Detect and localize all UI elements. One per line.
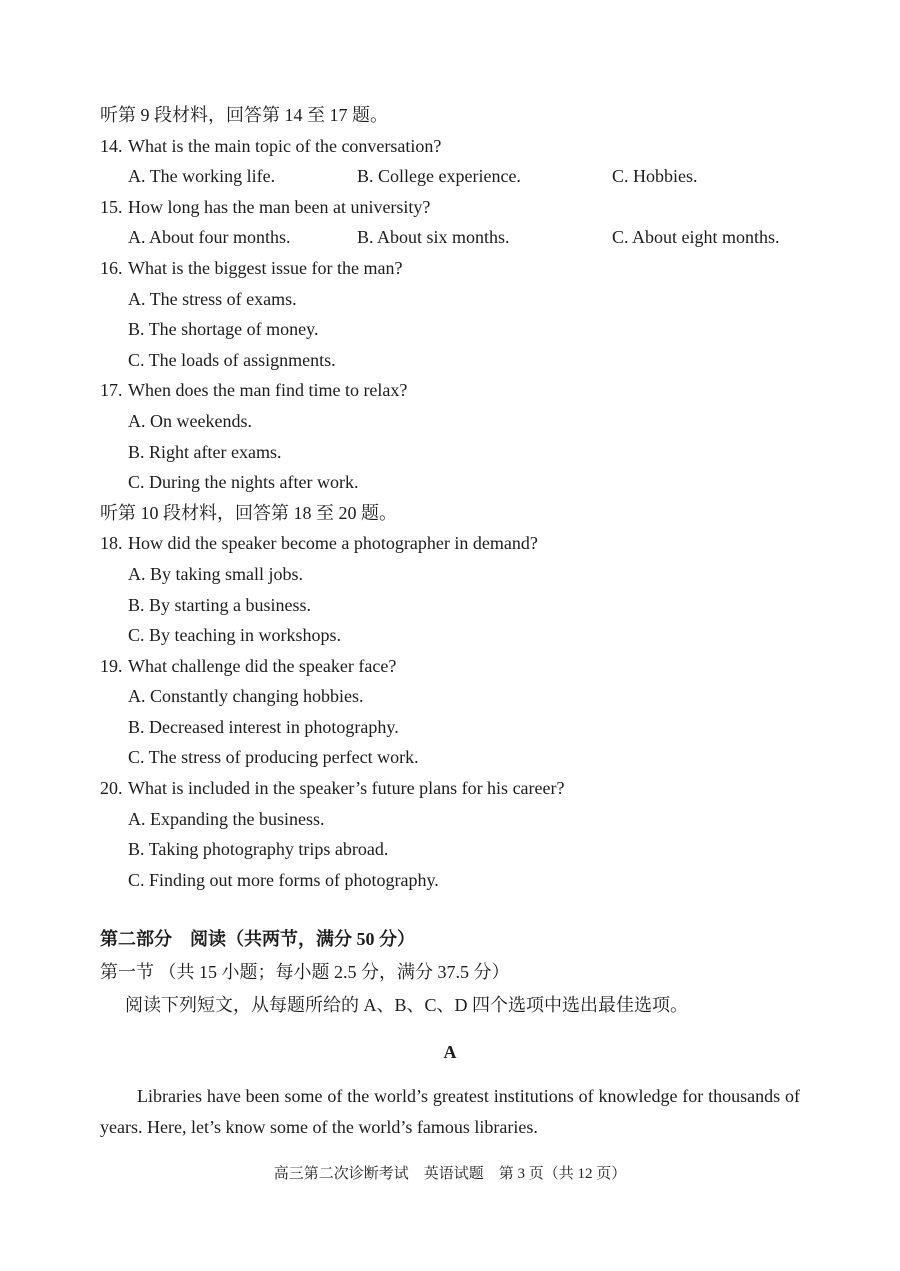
passage-a-label: A [443, 1042, 457, 1063]
question-14-options [100, 161, 800, 192]
question-20 [100, 773, 800, 804]
option-a: A. By taking small jobs. [128, 563, 303, 584]
question-17 [100, 375, 800, 406]
option-c: C. Hobbies. [612, 166, 698, 187]
part-2-heading: 第二部分 阅读（共两节，满分 50 分） [100, 929, 415, 950]
question-15 [100, 192, 800, 223]
option-b: B. College experience. [357, 166, 521, 187]
reading-instruction: 阅读下列短文，从每题所给的 A、B、C、D 四个选项中选出最佳选项。 [125, 995, 689, 1016]
question-text: How long has the man been at university? [128, 196, 431, 217]
option-b: B. Decreased interest in photography. [128, 716, 399, 737]
option-c: C. Finding out more forms of photography. [128, 869, 439, 890]
question-number: 17. [100, 380, 123, 401]
question-16 [100, 253, 800, 284]
question-text: How did the speaker become a photographer in demand? [128, 533, 538, 554]
section-1-heading: 第一节 （共 15 小题；每小题 2.5 分，满分 37.5 分） [100, 962, 510, 983]
question-number: 18. [100, 533, 123, 554]
listening-material-9-header: 听第 9 段材料，回答第 14 至 17 题。 [100, 105, 388, 125]
question-number: 16. [100, 257, 123, 278]
question-14 [100, 131, 800, 162]
question-text: What is the main topic of the conversation? [128, 135, 442, 156]
option-a: A. Constantly changing hobbies. [128, 686, 364, 707]
option-c: C. By teaching in workshops. [128, 625, 341, 646]
question-text: What is included in the speaker’s future plans for his career? [128, 778, 565, 799]
option-a: A. About four months. [128, 227, 291, 248]
question-number: 19. [100, 655, 123, 676]
option-c: C. The loads of assignments. [128, 349, 336, 370]
page-footer: 高三第二次诊断考试 英语试题 第 3 页（共 12 页） [273, 1166, 627, 1183]
option-c: C. The stress of producing perfect work. [128, 747, 419, 768]
question-18 [100, 528, 800, 559]
question-number: 14. [100, 135, 123, 156]
option-a: A. The working life. [128, 166, 276, 187]
question-text: What challenge did the speaker face? [128, 655, 397, 676]
listening-material-10-header: 听第 10 段材料，回答第 18 至 20 题。 [100, 502, 397, 523]
option-a: A. The stress of exams. [128, 288, 297, 309]
option-b: B. Right after exams. [128, 441, 282, 462]
option-b: B. About six months. [357, 227, 510, 248]
question-text: When does the man find time to relax? [128, 380, 408, 401]
question-number: 20. [100, 778, 123, 799]
reading-section [100, 923, 800, 1022]
passage-a-text: Libraries have been some of the world’s greatest institutions of knowledge for thousands of years. Here, let’s know some of the world’s famous libraries. [100, 1086, 800, 1137]
option-b: B. The shortage of money. [128, 319, 319, 340]
question-19 [100, 651, 800, 682]
question-number: 15. [100, 196, 123, 217]
option-b: B. Taking photography trips abroad. [128, 839, 389, 860]
question-15-options [100, 222, 800, 253]
option-a: A. On weekends. [128, 410, 252, 431]
option-c: C. About eight months. [612, 227, 780, 248]
question-text: What is the biggest issue for the man? [128, 257, 403, 278]
option-a: A. Expanding the business. [128, 808, 325, 829]
option-b: B. By starting a business. [128, 594, 311, 615]
option-c: C. During the nights after work. [128, 472, 359, 493]
